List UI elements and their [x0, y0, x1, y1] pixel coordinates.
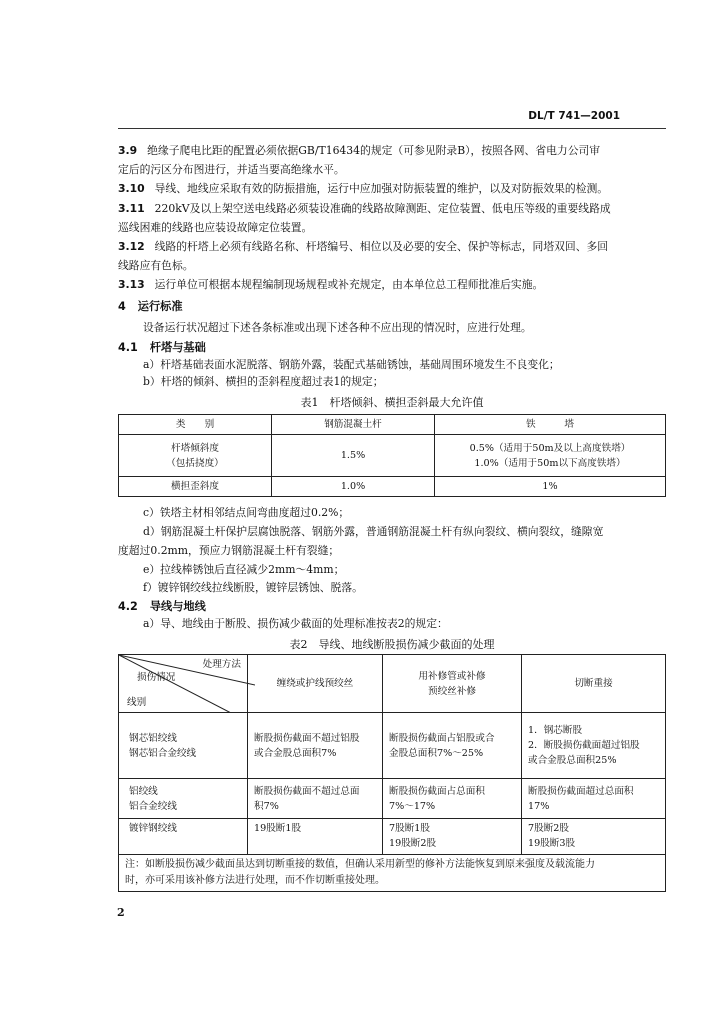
cell-line: 0.5%（适用于50m及以上高度铁塔） — [469, 442, 631, 454]
item-4-2-a: a）导、地线由于断股、损伤减少截面的处理标准按表2的规定： — [143, 617, 448, 630]
table-cell — [119, 435, 272, 477]
item-3-11 — [118, 199, 611, 218]
row-label: 杆塔倾斜度 — [171, 442, 219, 454]
table-header: 钢筋混凝土杆 — [272, 415, 435, 435]
corner-damage-label: 损伤情况 — [137, 672, 176, 683]
item-4-1-e: e）拉线棒锈蚀后直径减少2mm～4mm； — [143, 563, 345, 576]
page-number: 2 — [117, 906, 125, 919]
item-text: 绝缘子爬电比距的配置必须依据GB/T16434的规定（可参见附录B），按照各网、省电力公司审 — [147, 144, 601, 157]
item-3-9-cont: 定后的污区分布图进行，并适当要高绝缘水平。 — [118, 163, 345, 176]
item-number: 3.10 — [118, 182, 145, 195]
table-header: 类 别 — [119, 415, 272, 435]
corner-type-label: 线别 — [127, 697, 147, 708]
table-cell: 断股损伤截面占铝股或合 金股总面积7%～25% — [383, 713, 522, 779]
row-type: 钢芯铝绞线 钢芯铝合金绞线 — [119, 713, 248, 779]
item-4-1-c: c）铁塔主材相邻结点间弯曲度超过0.2%； — [143, 506, 350, 519]
item-4-1-f: f）镀锌钢绞线拉线断股，镀锌层锈蚀、脱落。 — [143, 581, 363, 594]
item-3-12 — [118, 237, 608, 256]
item-text: 220kV及以上架空送电线路必须装设准确的线路故障测距、定位装置、低电压等级的重要线路成 — [154, 202, 611, 215]
corner-method-label: 处理方法 — [202, 659, 241, 670]
table-cell: 1.5% — [272, 435, 435, 477]
header-rule — [118, 128, 666, 129]
item-3-11-cont: 巡线困难的线路也应装设故障定位装置。 — [118, 221, 313, 234]
table-cell: 7股断1股 19股断2股 — [383, 819, 522, 855]
section-4-2-heading — [118, 598, 206, 614]
section-number: 4.2 — [118, 600, 138, 613]
item-number: 3.9 — [118, 144, 138, 157]
item-4-1-d: d）钢筋混凝土杆保护层腐蚀脱落、钢筋外露，普通钢筋混凝土杆有纵向裂纹、横向裂纹，缝隙宽 — [143, 525, 604, 538]
item-number: 3.12 — [118, 240, 145, 253]
table-cell: 19股断1股 — [248, 819, 383, 855]
table-cell: 1．钢芯断股 2．断股损伤截面超过铝股 或合金股总面积25% — [522, 713, 666, 779]
table-cell: 1.0% — [272, 477, 435, 497]
table-header: 缠绕或护线预绞丝 — [248, 655, 383, 713]
section-4-1-heading — [118, 339, 206, 355]
table-header: 铁 塔 — [435, 415, 666, 435]
item-number: 3.13 — [118, 278, 145, 291]
table-cell: 横担歪斜度 — [119, 477, 272, 497]
table-1 — [118, 414, 666, 497]
row-label: （包括挠度） — [166, 457, 224, 469]
section-title: 导线与地线 — [149, 600, 206, 613]
item-3-13 — [118, 275, 543, 294]
table-cell — [435, 435, 666, 477]
table-cell: 断股损伤截面超过总面积 17% — [522, 779, 666, 819]
table-header: 切断重接 — [522, 655, 666, 713]
item-3-9 — [118, 141, 600, 160]
section-number: 4.1 — [118, 341, 138, 354]
item-4-1-a: a）杆塔基础表面水泥脱落、钢筋外露，装配式基础锈蚀，基础周围环境发生不良变化； — [143, 358, 560, 371]
table-cell: 断股损伤截面不超过总面 积7% — [248, 779, 383, 819]
section-title: 杆塔与基础 — [149, 341, 206, 354]
item-4-1-b: b）杆塔的倾斜、横担的歪斜程度超过表1的规定； — [143, 375, 384, 388]
table-2-caption: 表2 导线、地线断股损伤减少截面的处理 — [289, 638, 495, 651]
table-cell: 断股损伤截面不超过铝股 或合金股总面积7% — [248, 713, 383, 779]
section-4-heading — [118, 298, 183, 314]
table-header: 用补修管或补修 预绞丝补修 — [383, 655, 522, 713]
table-1-caption: 表1 杆塔倾斜、横担歪斜最大允许值 — [300, 396, 484, 409]
item-number: 3.11 — [118, 202, 145, 215]
standard-number-header: DL/T 741—2001 — [528, 110, 620, 122]
item-3-12-cont: 线路应有色标。 — [118, 259, 194, 272]
section-title: 运行标准 — [137, 300, 183, 313]
table-note: 注：如断股损伤减少截面虽达到切断重接的数值，但确认采用新型的修补方法能恢复到原来强度及载流能力 时，亦可采用该补修方法进行处理，而不作切断重接处理。 — [119, 855, 666, 892]
table-cell: 1% — [435, 477, 666, 497]
row-type: 铝绞线 铝合金绞线 — [119, 779, 248, 819]
table-cell: 7股断2股 19股断3股 — [522, 819, 666, 855]
item-text: 运行单位可根据本规程编制现场规程或补充规定，由本单位总工程师批准后实施。 — [154, 278, 544, 291]
section-4-intro: 设备运行状况超过下述各条标准或出现下述各种不应出现的情况时，应进行处理。 — [143, 321, 532, 334]
item-text: 导线、地线应采取有效的防振措施，运行中应加强对防振装置的维护，以及对防振效果的检测。 — [154, 182, 609, 195]
item-text: 线路的杆塔上必须有线路名称、杆塔编号、相位以及必要的安全、保护等标志，同塔双回、多回 — [154, 240, 609, 253]
item-3-10 — [118, 179, 608, 198]
cell-line: 1.0%（适用于50m以下高度铁塔） — [474, 457, 626, 469]
corner-header-cell — [119, 655, 248, 713]
row-type: 镀锌钢绞线 — [119, 819, 248, 855]
table-cell: 断股损伤截面占总面积 7%～17% — [383, 779, 522, 819]
table-2 — [118, 654, 666, 892]
section-number: 4 — [118, 300, 126, 313]
item-4-1-d-cont: 度超过0.2mm，预应力钢筋混凝土杆有裂缝； — [118, 544, 340, 557]
